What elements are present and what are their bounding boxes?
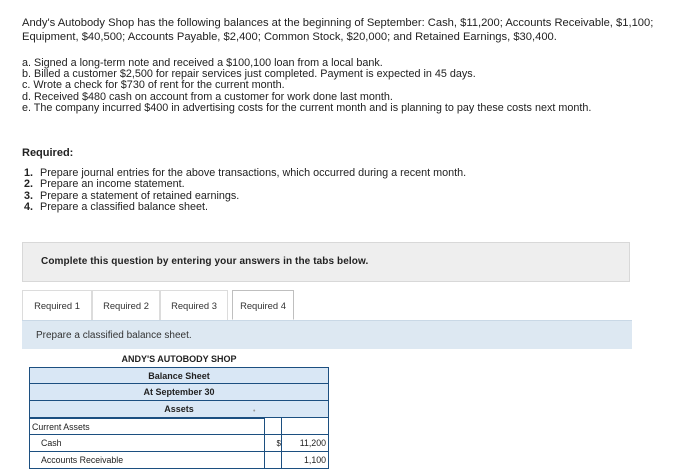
tab-bar	[22, 290, 632, 320]
transaction-e: e. The company incurred $400 in advertising costs for the current month and is planning to pay these costs next month.	[22, 101, 592, 114]
instruction-box	[22, 242, 630, 282]
required-item-4	[24, 202, 466, 213]
required-item-number: 4.	[24, 201, 34, 214]
section-title: Assets	[29, 401, 329, 418]
prepare-bar	[22, 321, 632, 349]
required-item-number: 2.	[24, 178, 34, 191]
table-row	[29, 452, 329, 469]
table-row	[29, 418, 329, 435]
amount-input[interactable]	[281, 418, 329, 435]
tab-required-1[interactable]: Required 1	[22, 290, 92, 320]
row-label-input[interactable]: Cash	[29, 435, 265, 452]
required-list	[24, 168, 466, 214]
cursor-dot: •	[253, 408, 256, 415]
tab-required-4[interactable]: Required 4	[232, 290, 294, 320]
amount-input[interactable]: 11,200	[281, 435, 329, 452]
tab-required-2[interactable]: Required 2	[92, 290, 160, 320]
required-item-text: Prepare journal entries for the above transactions, which occurred during a recent month.	[40, 167, 467, 179]
statement-date: At September 30	[29, 384, 329, 401]
amount-input[interactable]: 1,100	[281, 452, 329, 469]
company-name: ANDY'S AUTOBODY SHOP	[29, 350, 329, 367]
dollar-sign	[265, 418, 281, 435]
required-item-text: Prepare an income statement.	[40, 178, 185, 191]
transaction-list	[22, 58, 591, 114]
statement-title: Balance Sheet	[29, 367, 329, 384]
problem-intro: Andy's Autobody Shop has the following balances at the beginning of September: Cash, $11,200; Accounts Receivable, $1,100; Equipment, $40,500; Accounts Payable, $2,400; Common Stock, $20,000; and Retained Earnings, $30,400.	[22, 17, 654, 43]
required-heading: Required:	[22, 147, 74, 159]
row-label-input[interactable]: Accounts Receivable	[29, 452, 265, 469]
required-item-text: Prepare a classified balance sheet.	[40, 201, 209, 214]
transaction-c: c. Wrote a check for $730 of rent for the current month.	[22, 79, 285, 92]
dollar-sign	[265, 452, 281, 469]
table-row	[29, 435, 329, 452]
dollar-sign: $	[265, 435, 281, 452]
prepare-text: Prepare a classified balance sheet.	[36, 330, 192, 341]
transaction-d: d. Received $480 cash on account from a customer for work done last month.	[22, 90, 393, 103]
required-item-text: Prepare a statement of retained earnings.	[40, 189, 240, 202]
row-label-input[interactable]: Current Assets	[29, 418, 265, 435]
transaction-b: b. Billed a customer $2,500 for repair services just completed. Payment is expected in 45 days.	[22, 68, 476, 81]
balance-sheet	[29, 350, 329, 467]
required-item-number: 1.	[24, 167, 34, 179]
transaction-a: a. Signed a long-term note and received a $100,100 loan from a local bank.	[22, 57, 383, 69]
instruction-text: Complete this question by entering your answers in the tabs below.	[41, 256, 369, 267]
required-item-number: 3.	[24, 189, 34, 202]
tab-required-3[interactable]: Required 3	[160, 290, 228, 320]
